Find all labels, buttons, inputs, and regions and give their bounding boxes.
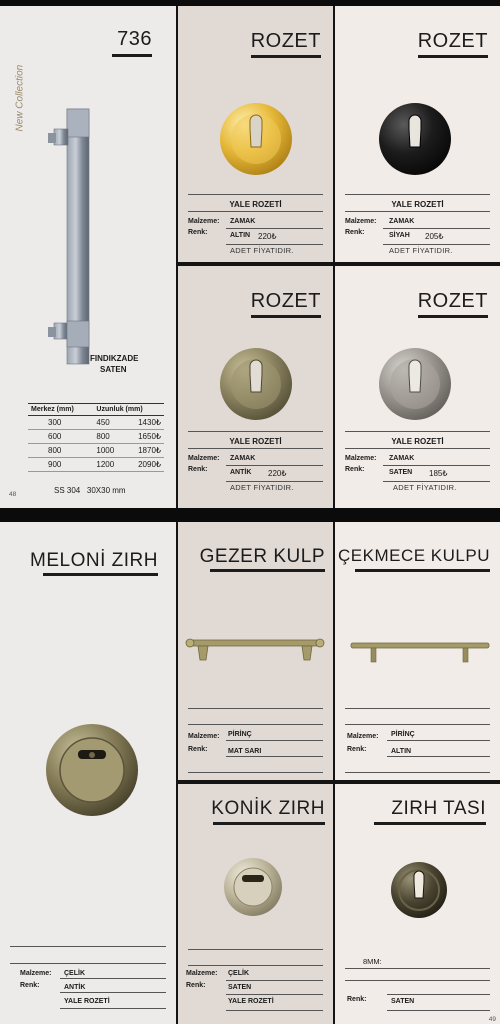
cekmece-kulpu-card — [335, 522, 500, 780]
spec-line — [10, 963, 166, 964]
table-cell: 800 — [28, 444, 93, 458]
table-row — [28, 444, 164, 458]
color-value: ALTIN — [391, 748, 412, 755]
spec-line — [10, 946, 166, 947]
spec-line — [383, 465, 490, 466]
rosette-card-gold — [178, 6, 333, 262]
product-name: YALE ROZETİ — [229, 200, 282, 209]
color-label: Renk: — [188, 746, 208, 753]
color-label: Renk: — [347, 746, 367, 753]
handle-name-line1: FINDIKZADE — [90, 354, 139, 363]
spec-line — [383, 244, 490, 245]
card-title: ÇEKMECE KULPU — [338, 546, 490, 565]
spec-line — [226, 756, 323, 757]
page-number: 48 — [9, 491, 17, 498]
spec-line — [188, 448, 323, 449]
zirh-tasi-card — [335, 784, 500, 1024]
card-title: MELONİ ZIRH — [30, 550, 158, 571]
spec-line — [226, 994, 323, 995]
material-label: Malzeme: — [188, 733, 220, 740]
spec-line — [345, 708, 490, 709]
spec-line — [226, 244, 323, 245]
spec-line — [383, 481, 490, 482]
color-label: Renk: — [188, 466, 208, 473]
price: 205₺ — [425, 232, 444, 241]
material-label: Malzeme: — [186, 970, 218, 977]
table-cell: 1650₺ — [125, 430, 164, 444]
title-underline — [251, 315, 321, 318]
title-underline — [112, 54, 152, 57]
size-label: 8MM: — [363, 957, 382, 966]
color-label: Renk: — [186, 982, 206, 989]
title-underline — [418, 315, 488, 318]
spec-line — [188, 431, 323, 432]
price: 185₺ — [429, 469, 448, 478]
spec-line — [226, 481, 323, 482]
title-underline — [43, 573, 158, 576]
title-underline — [213, 822, 325, 825]
spec-line — [387, 1010, 490, 1011]
material-value: PİRİNÇ — [228, 731, 252, 738]
material-label: Malzeme: — [347, 733, 379, 740]
material-label: Malzeme: — [345, 455, 377, 462]
material-label: Malzeme: — [20, 970, 52, 977]
title-underline — [355, 569, 490, 572]
price-note: ADET FİYATIDIR. — [393, 483, 457, 492]
color-value: SATEN — [391, 998, 415, 1005]
color-value: ANTİK — [64, 984, 86, 991]
spec-line — [345, 448, 490, 449]
spec-line — [345, 980, 490, 981]
handle-name-line2: SATEN — [100, 365, 127, 374]
material-label: Malzeme: — [188, 218, 220, 225]
table-cell: 600 — [28, 430, 93, 444]
color-label: Renk: — [345, 229, 365, 236]
material-value: ÇELİK — [64, 970, 85, 977]
spec-line — [60, 992, 166, 993]
price: 220₺ — [258, 232, 277, 241]
table-header-uzunluk: Uzunluk (mm) — [93, 404, 164, 416]
gold-rosette-image — [218, 101, 294, 177]
card-title: KONİK ZIRH — [211, 798, 325, 819]
table-cell: 300 — [28, 416, 93, 430]
table-cell: 900 — [28, 458, 93, 472]
table-cell: 1200 — [93, 458, 125, 472]
color-value: ANTİK — [230, 469, 252, 476]
spec-line — [226, 228, 323, 229]
material-label: Malzeme: — [188, 455, 220, 462]
dimension-table — [28, 403, 164, 472]
spec-line — [345, 724, 490, 725]
color-label: Renk: — [188, 229, 208, 236]
material-value: ZAMAK — [230, 455, 256, 462]
color-label: Renk: — [345, 466, 365, 473]
card-title: ROZET — [417, 290, 488, 312]
table-row — [28, 458, 164, 472]
handle-name — [90, 353, 174, 375]
spec-line — [387, 756, 490, 757]
spec-line — [60, 1008, 166, 1009]
extra-value: YALE ROZETİ — [228, 998, 274, 1005]
spec-line — [345, 772, 490, 773]
material-footnote: SS 304 30X30 mm — [54, 486, 126, 495]
card-title: ROZET — [417, 30, 488, 52]
price-note: ADET FİYATIDIR. — [389, 246, 453, 255]
table-cell: 2090₺ — [125, 458, 164, 472]
antique-rosette-image — [218, 346, 294, 422]
title-underline — [374, 822, 486, 825]
table-cell: 800 — [93, 430, 125, 444]
meloni-zirh-panel — [0, 522, 176, 1024]
spec-line — [345, 431, 490, 432]
color-value: SATEN — [228, 984, 252, 991]
price: 220₺ — [268, 469, 287, 478]
spec-line — [226, 980, 323, 981]
rosette-card-black — [335, 6, 500, 262]
table-row — [28, 416, 164, 430]
color-value: SATEN — [389, 469, 413, 476]
table-cell: 1870₺ — [125, 444, 164, 458]
spec-line — [345, 194, 490, 195]
color-value: SİYAH — [389, 232, 410, 239]
color-label: Renk: — [347, 996, 367, 1003]
material-value: ÇELİK — [228, 970, 249, 977]
konik-zirh-image — [222, 856, 284, 918]
spec-line — [188, 772, 323, 773]
handle-panel — [0, 6, 176, 508]
rosette-card-satin — [335, 266, 500, 508]
material-value: ZAMAK — [230, 218, 256, 225]
collection-label: New Collection — [14, 64, 26, 132]
color-label: Renk: — [20, 982, 40, 989]
material-label: Malzeme: — [345, 218, 377, 225]
price-note: ADET FİYATIDIR. — [230, 246, 294, 255]
spec-line — [188, 211, 323, 212]
collection-label-box — [10, 36, 24, 136]
spec-line — [226, 465, 323, 466]
table-cell: 450 — [93, 416, 125, 430]
spec-line — [345, 968, 490, 969]
spec-line — [226, 740, 323, 741]
price-note: ADET FİYATIDIR. — [230, 483, 294, 492]
meloni-zirh-image — [44, 722, 140, 818]
black-rosette-image — [377, 101, 453, 177]
table-cell: 1430₺ — [125, 416, 164, 430]
spec-line — [226, 1010, 323, 1011]
spec-line — [60, 978, 166, 979]
rosette-card-antique — [178, 266, 333, 508]
title-underline — [210, 569, 325, 572]
card-title: ZIRH TASI — [391, 798, 486, 819]
product-name: YALE ROZETİ — [229, 437, 282, 446]
card-title: GEZER KULP — [199, 546, 325, 567]
card-title: ROZET — [250, 30, 321, 52]
table-row — [28, 430, 164, 444]
color-value: MAT SARI — [228, 748, 262, 755]
spec-line — [387, 994, 490, 995]
zirh-tasi-image — [389, 860, 449, 920]
title-underline — [418, 55, 488, 58]
satin-rosette-image — [377, 346, 453, 422]
spec-line — [188, 965, 323, 966]
product-code: 736 — [117, 28, 152, 50]
material-value: ZAMAK — [389, 455, 415, 462]
spec-line — [188, 949, 323, 950]
extra-value: YALE ROZETİ — [64, 998, 110, 1005]
title-underline — [251, 55, 321, 58]
catalog-page-49 — [0, 522, 500, 1024]
spec-line — [383, 228, 490, 229]
color-value: ALTIN — [230, 232, 251, 239]
gezer-kulp-image — [184, 634, 326, 664]
catalog-page-48 — [0, 6, 500, 508]
spec-line — [387, 740, 490, 741]
cekmece-kulpu-image — [349, 637, 491, 667]
spec-line — [188, 194, 323, 195]
product-name: YALE ROZETİ — [391, 437, 444, 446]
spec-line — [188, 708, 323, 709]
spec-line — [345, 211, 490, 212]
table-header-merkez: Merkez (mm) — [28, 404, 93, 416]
card-title: ROZET — [250, 290, 321, 312]
material-value: ZAMAK — [389, 218, 415, 225]
page-number: 49 — [488, 1016, 496, 1023]
material-value: PİRİNÇ — [391, 731, 415, 738]
product-name: YALE ROZETİ — [391, 200, 444, 209]
gezer-kulp-card — [178, 522, 333, 780]
handle-image — [40, 101, 110, 376]
konik-zirh-card — [178, 784, 333, 1024]
table-cell: 1000 — [93, 444, 125, 458]
spec-line — [188, 724, 323, 725]
